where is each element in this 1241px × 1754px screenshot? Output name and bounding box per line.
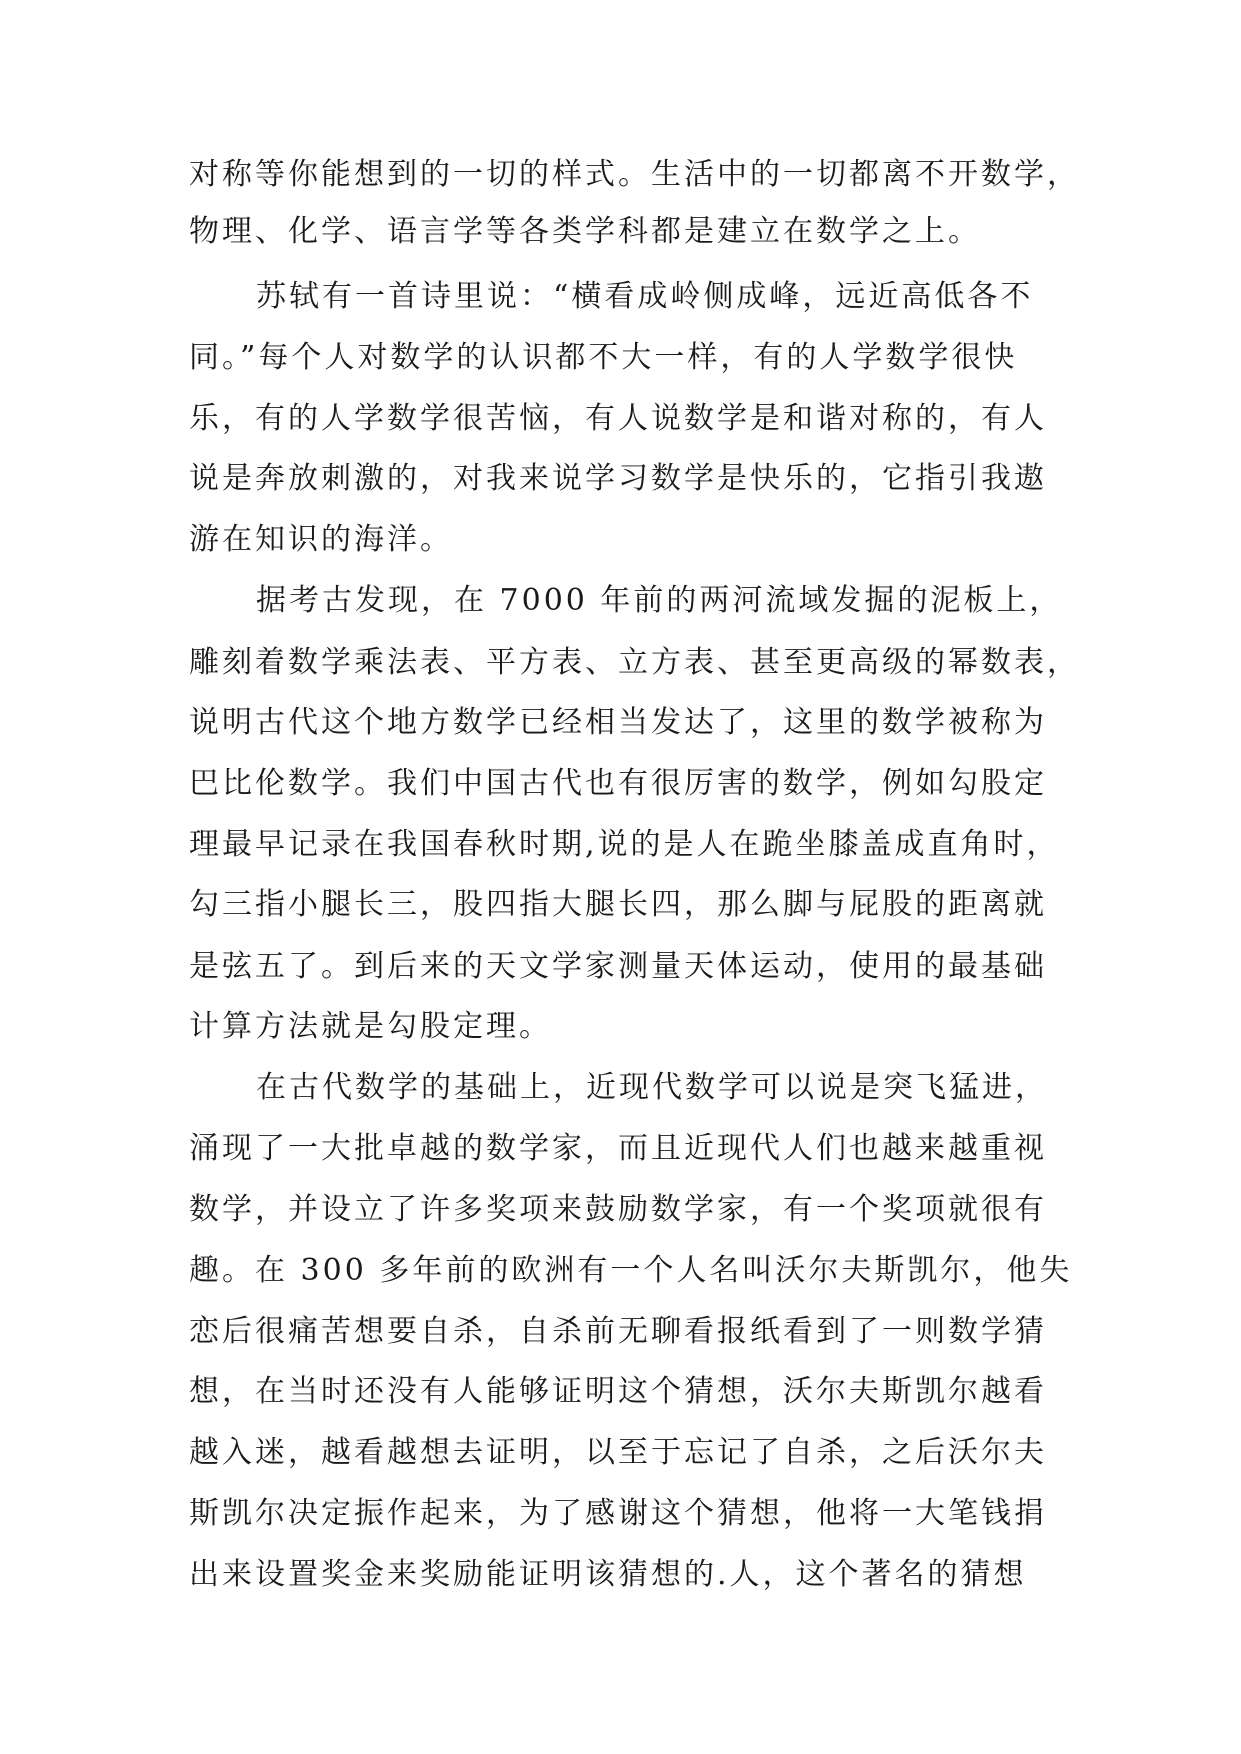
text-line: 计算方法就是勾股定理。 (189, 1009, 552, 1044)
text-line: 雕刻着数学乘法表、平方表、立方表、甚至更高级的幂数表， (189, 645, 1080, 680)
text-line: 涌现了一大批卓越的数学家，而且近现代人们也越来越重视 (189, 1131, 1047, 1166)
text-line: 斯凯尔决定振作起来，为了感谢这个猜想，他将一大笔钱捐 (189, 1496, 1047, 1531)
text-line: 是弦五了。到后来的天文学家测量天体运动，使用的最基础 (189, 949, 1047, 984)
paragraph-start-line: 在古代数学的基础上，近现代数学可以说是突飞猛进， (256, 1070, 1048, 1105)
text-line: 同。”每个人对数学的认识都不大一样，有的人学数学很快 (189, 340, 1018, 375)
paragraph-start-line: 据考古发现，在 7000 年前的两河流域发掘的泥板上， (256, 583, 1063, 618)
text-line: 对称等你能想到的一切的样式。生活中的一切都离不开数学， (189, 157, 1080, 192)
text-line: 越入迷，越看越想去证明，以至于忘记了自杀，之后沃尔夫 (189, 1435, 1047, 1470)
text-line: 游在知识的海洋。 (189, 522, 453, 557)
text-line: 想，在当时还没有人能够证明这个猜想，沃尔夫斯凯尔越看 (189, 1374, 1047, 1409)
text-line: 理最早记录在我国春秋时期,说的是人在跪坐膝盖成直角时， (189, 827, 1060, 862)
text-line: 物理、化学、语言学等各类学科都是建立在数学之上。 (189, 214, 981, 249)
text-line: 乐，有的人学数学很苦恼，有人说数学是和谐对称的，有人 (189, 401, 1047, 436)
text-line: 趣。在 300 多年前的欧洲有一个人名叫沃尔夫斯凯尔，他失 (189, 1253, 1073, 1288)
text-line: 恋后很痛苦想要自杀，自杀前无聊看报纸看到了一则数学猜 (189, 1314, 1047, 1349)
text-line: 勾三指小腿长三，股四指大腿长四，那么脚与屁股的距离就 (189, 887, 1047, 922)
paragraph-start-line: 苏轼有一首诗里说：“横看成岭侧成峰，远近高低各不 (256, 279, 1034, 314)
text-line: 巴比伦数学。我们中国古代也有很厉害的数学，例如勾股定 (189, 766, 1047, 801)
text-line: 说明古代这个地方数学已经相当发达了，这里的数学被称为 (189, 705, 1047, 740)
text-line: 数学，并设立了许多奖项来鼓励数学家，有一个奖项就很有 (189, 1192, 1047, 1227)
text-line: 出来设置奖金来奖励能证明该猜想的.人，这个著名的猜想 (189, 1557, 1027, 1592)
text-line: 说是奔放刺激的，对我来说学习数学是快乐的，它指引我遨 (189, 461, 1047, 496)
